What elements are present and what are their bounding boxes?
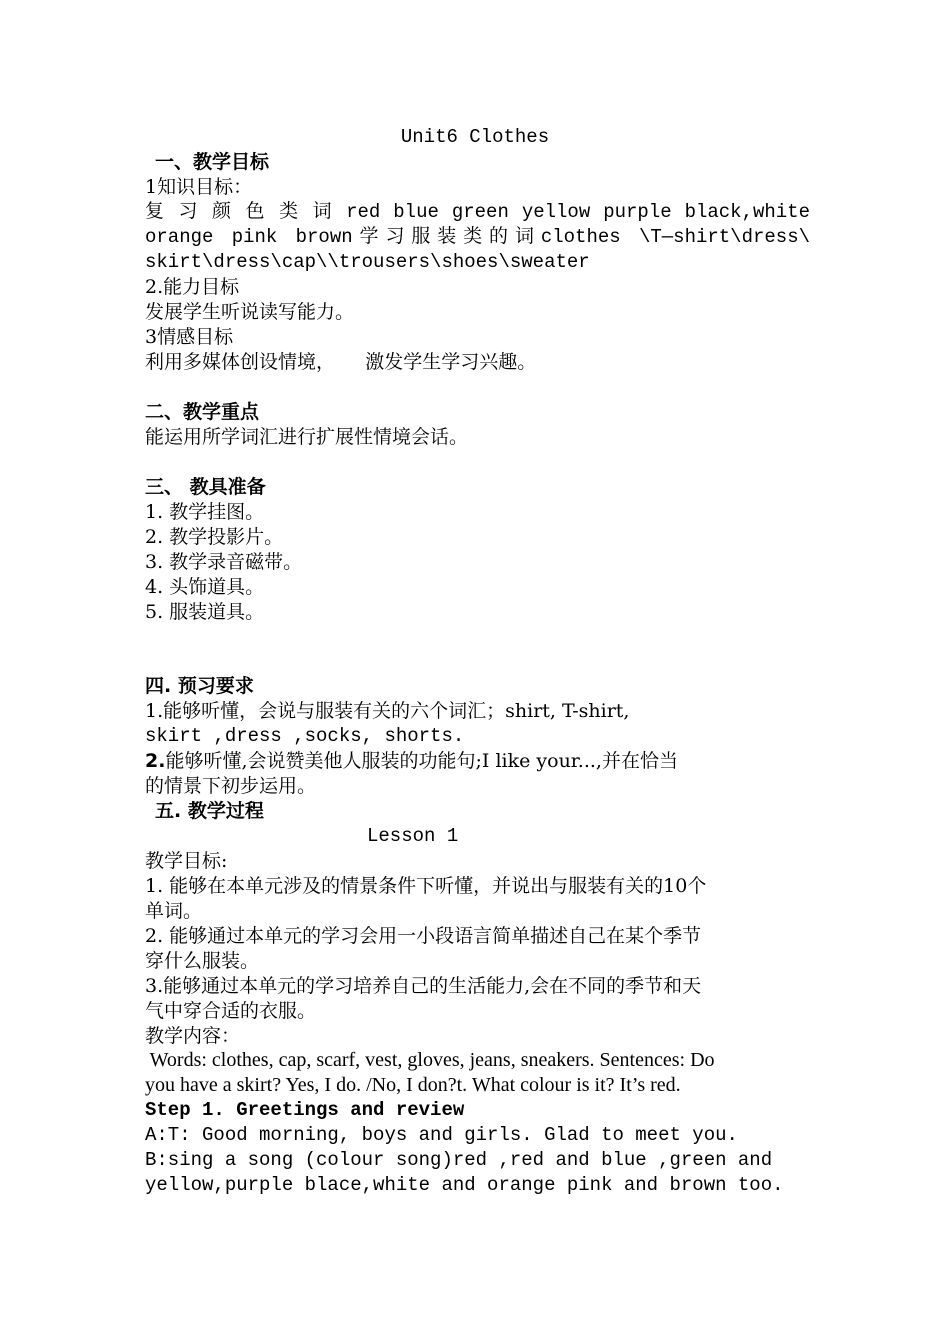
page-title: Unit6 Clothes xyxy=(400,126,550,148)
section-heading-process: 五. 教学过程 xyxy=(155,800,264,822)
lesson-objective-3-line-1: 3.能够通过本单元的学习培养自己的生活能力,会在不同的季节和天 xyxy=(145,975,702,997)
materials-item: 3. 教学录音磁带。 xyxy=(145,551,303,573)
emotion-goal-text: 利用多媒体创设情境， 激发学生学习兴趣。 xyxy=(145,351,537,373)
materials-item: 4. 头饰道具。 xyxy=(145,576,265,598)
preview-point-1-line-1: 1.能够听懂，会说与服装有关的六个词汇；shirt, T-shirt, xyxy=(145,700,630,722)
lesson-title: Lesson 1 xyxy=(367,825,459,847)
knowledge-goal-line-3: skirt\dress\cap\\trousers\shoes\sweater xyxy=(145,251,590,273)
section-heading-preview: 四. 预习要求 xyxy=(145,675,254,697)
key-points-text: 能运用所学词汇进行扩展性情境会话。 xyxy=(145,426,469,448)
ability-goal-label: 2.能力目标 xyxy=(145,276,240,298)
preview-point-2-text: 能够听懂,会说赞美他人服装的功能句;I like your...,并在恰当 xyxy=(165,750,678,772)
step-1-song-line-2: yellow,purple blace,white and orange pink and brown too. xyxy=(145,1174,784,1196)
lesson-objectives-label: 教学目标: xyxy=(145,850,228,872)
lesson-objective-2-line-1: 2. 能够通过本单元的学习会用一小段语言简单描述自己在某个季节 xyxy=(145,925,702,947)
step-1-song-line-1: B:sing a song (colour song)red ,red and blue ,green and xyxy=(145,1149,773,1171)
lesson-objective-1-line-1: 1. 能够在本单元涉及的情景条件下听懂，并说出与服装有关的10个 xyxy=(145,875,707,897)
lesson-objective-2-line-2: 穿什么服装。 xyxy=(145,950,260,972)
materials-item: 2. 教学投影片。 xyxy=(145,526,284,548)
preview-point-2-line-2: 的情景下初步运用。 xyxy=(145,775,317,797)
ability-goal-text: 发展学生听说读写能力。 xyxy=(145,301,355,323)
lesson-content-words-line-1: Words: clothes, cap, scarf, vest, gloves, jeans, sneakers. Sentences: Do xyxy=(145,1049,715,1071)
lesson-objective-3-line-2: 气中穿合适的衣服。 xyxy=(145,1000,317,1022)
preview-point-1-line-2: skirt ,dress ,socks, shorts. xyxy=(145,725,465,747)
lesson-content-words-line-2: you have a skirt? Yes, I do. /No, I don?t. What colour is it? It’s red. xyxy=(145,1074,681,1096)
section-heading-key-points: 二、教学重点 xyxy=(145,401,260,423)
step-1-heading: Step 1. Greetings and review xyxy=(145,1099,465,1121)
preview-point-2-number: 2. xyxy=(145,750,166,772)
knowledge-goal-line-1: 复 习 颜 色 类 词 red blue green yellow purple black,white xyxy=(145,201,810,223)
step-1-greeting: A:T: Good morning, boys and girls. Glad to meet you. xyxy=(145,1124,738,1146)
lesson-objective-1-line-2: 单词。 xyxy=(145,900,203,922)
preview-point-2-line-1 xyxy=(145,749,810,774)
section-heading-materials: 三、 教具准备 xyxy=(145,476,266,498)
lesson-content-label: 教学内容： xyxy=(145,1025,241,1047)
materials-item: 1. 教学挂图。 xyxy=(145,501,265,523)
materials-item: 5. 服装道具。 xyxy=(145,601,265,623)
knowledge-goal-label: 1知识目标： xyxy=(145,176,253,198)
section-heading-objectives: 一、教学目标 xyxy=(155,151,270,173)
emotion-goal-label: 3情感目标 xyxy=(145,326,234,348)
knowledge-goal-line-2: orange pink brown学习服装类的词clothes \T—shirt\dress\ xyxy=(145,226,810,248)
